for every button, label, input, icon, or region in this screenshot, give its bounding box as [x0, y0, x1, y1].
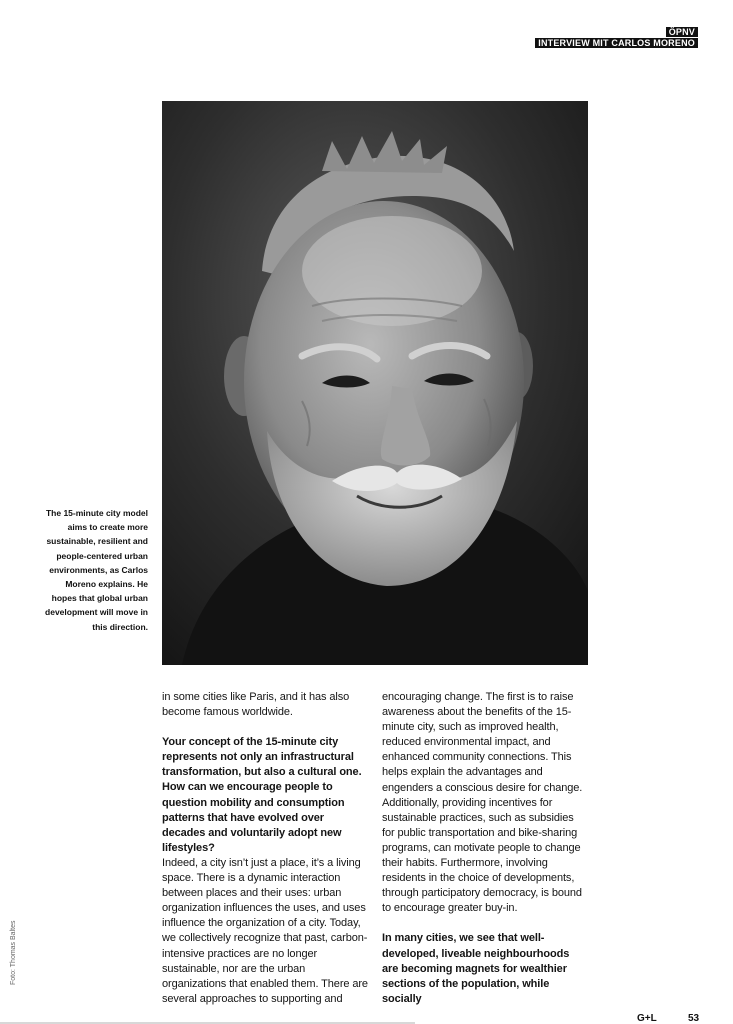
paragraph: in some cities like Paris, and it has also become famous worldwide.: [162, 691, 350, 719]
section-tag: ÖPNV: [666, 27, 698, 37]
interview-question: Your concept of the 15-minute city represents not only an infrastructural transformation, but also a cultural one. How can we encourage people to question mobility and consumption patterns that have evolved over decades and voluntarily adopt new lifestyles?: [162, 736, 362, 854]
photo-credit: Foto: Thomas Baltes: [10, 920, 17, 985]
section-header: [535, 22, 698, 48]
article-column-left: [162, 690, 368, 1007]
paragraph: encouraging change. The first is to raise awareness about the benefits of the 15-minute city, such as improved health, reduced environmental impact, and enhanced community connections. This helps explain the advantages and engenders a conscious desire for change. Additionally, providing incentives for sustainable practices, such as subsidies for public transportation and bike-sharing programs, can motivate people to change their habits. Furthermore, involving residents in the choice of developments, through participatory democracy, is bound to encourage greater buy-in.: [382, 691, 583, 915]
photo-caption: The 15-minute city model aims to create more sustainable, resilient and people-centered urban environments, as Carlos Moreno explains. He hopes that global urban development will move in this direction.: [45, 508, 148, 632]
article-column-right: [382, 690, 588, 1007]
page-number: 53: [688, 1013, 700, 1024]
interview-question: In many cities, we see that well-developed, liveable neighbourhoods are becoming magnets for wealthier sections of the population, while socially: [382, 932, 570, 1005]
article-subtitle-tag: INTERVIEW MIT CARLOS MORENO: [535, 38, 698, 48]
interview-answer: Indeed, a city isn’t just a place, it’s a living space. There is a dynamic interaction between places and their uses: urban organization influences the uses, and uses influence the organization of a city. Today, we collectively recognize that past, carbon-intensive practices are no longer sustainable, nor are the urban organizations that enabled them. There are several approaches to supporting and: [162, 856, 368, 1005]
magazine-name: G+L: [637, 1013, 657, 1024]
portrait-photo: [162, 101, 588, 665]
portrait-illustration: [162, 101, 588, 665]
